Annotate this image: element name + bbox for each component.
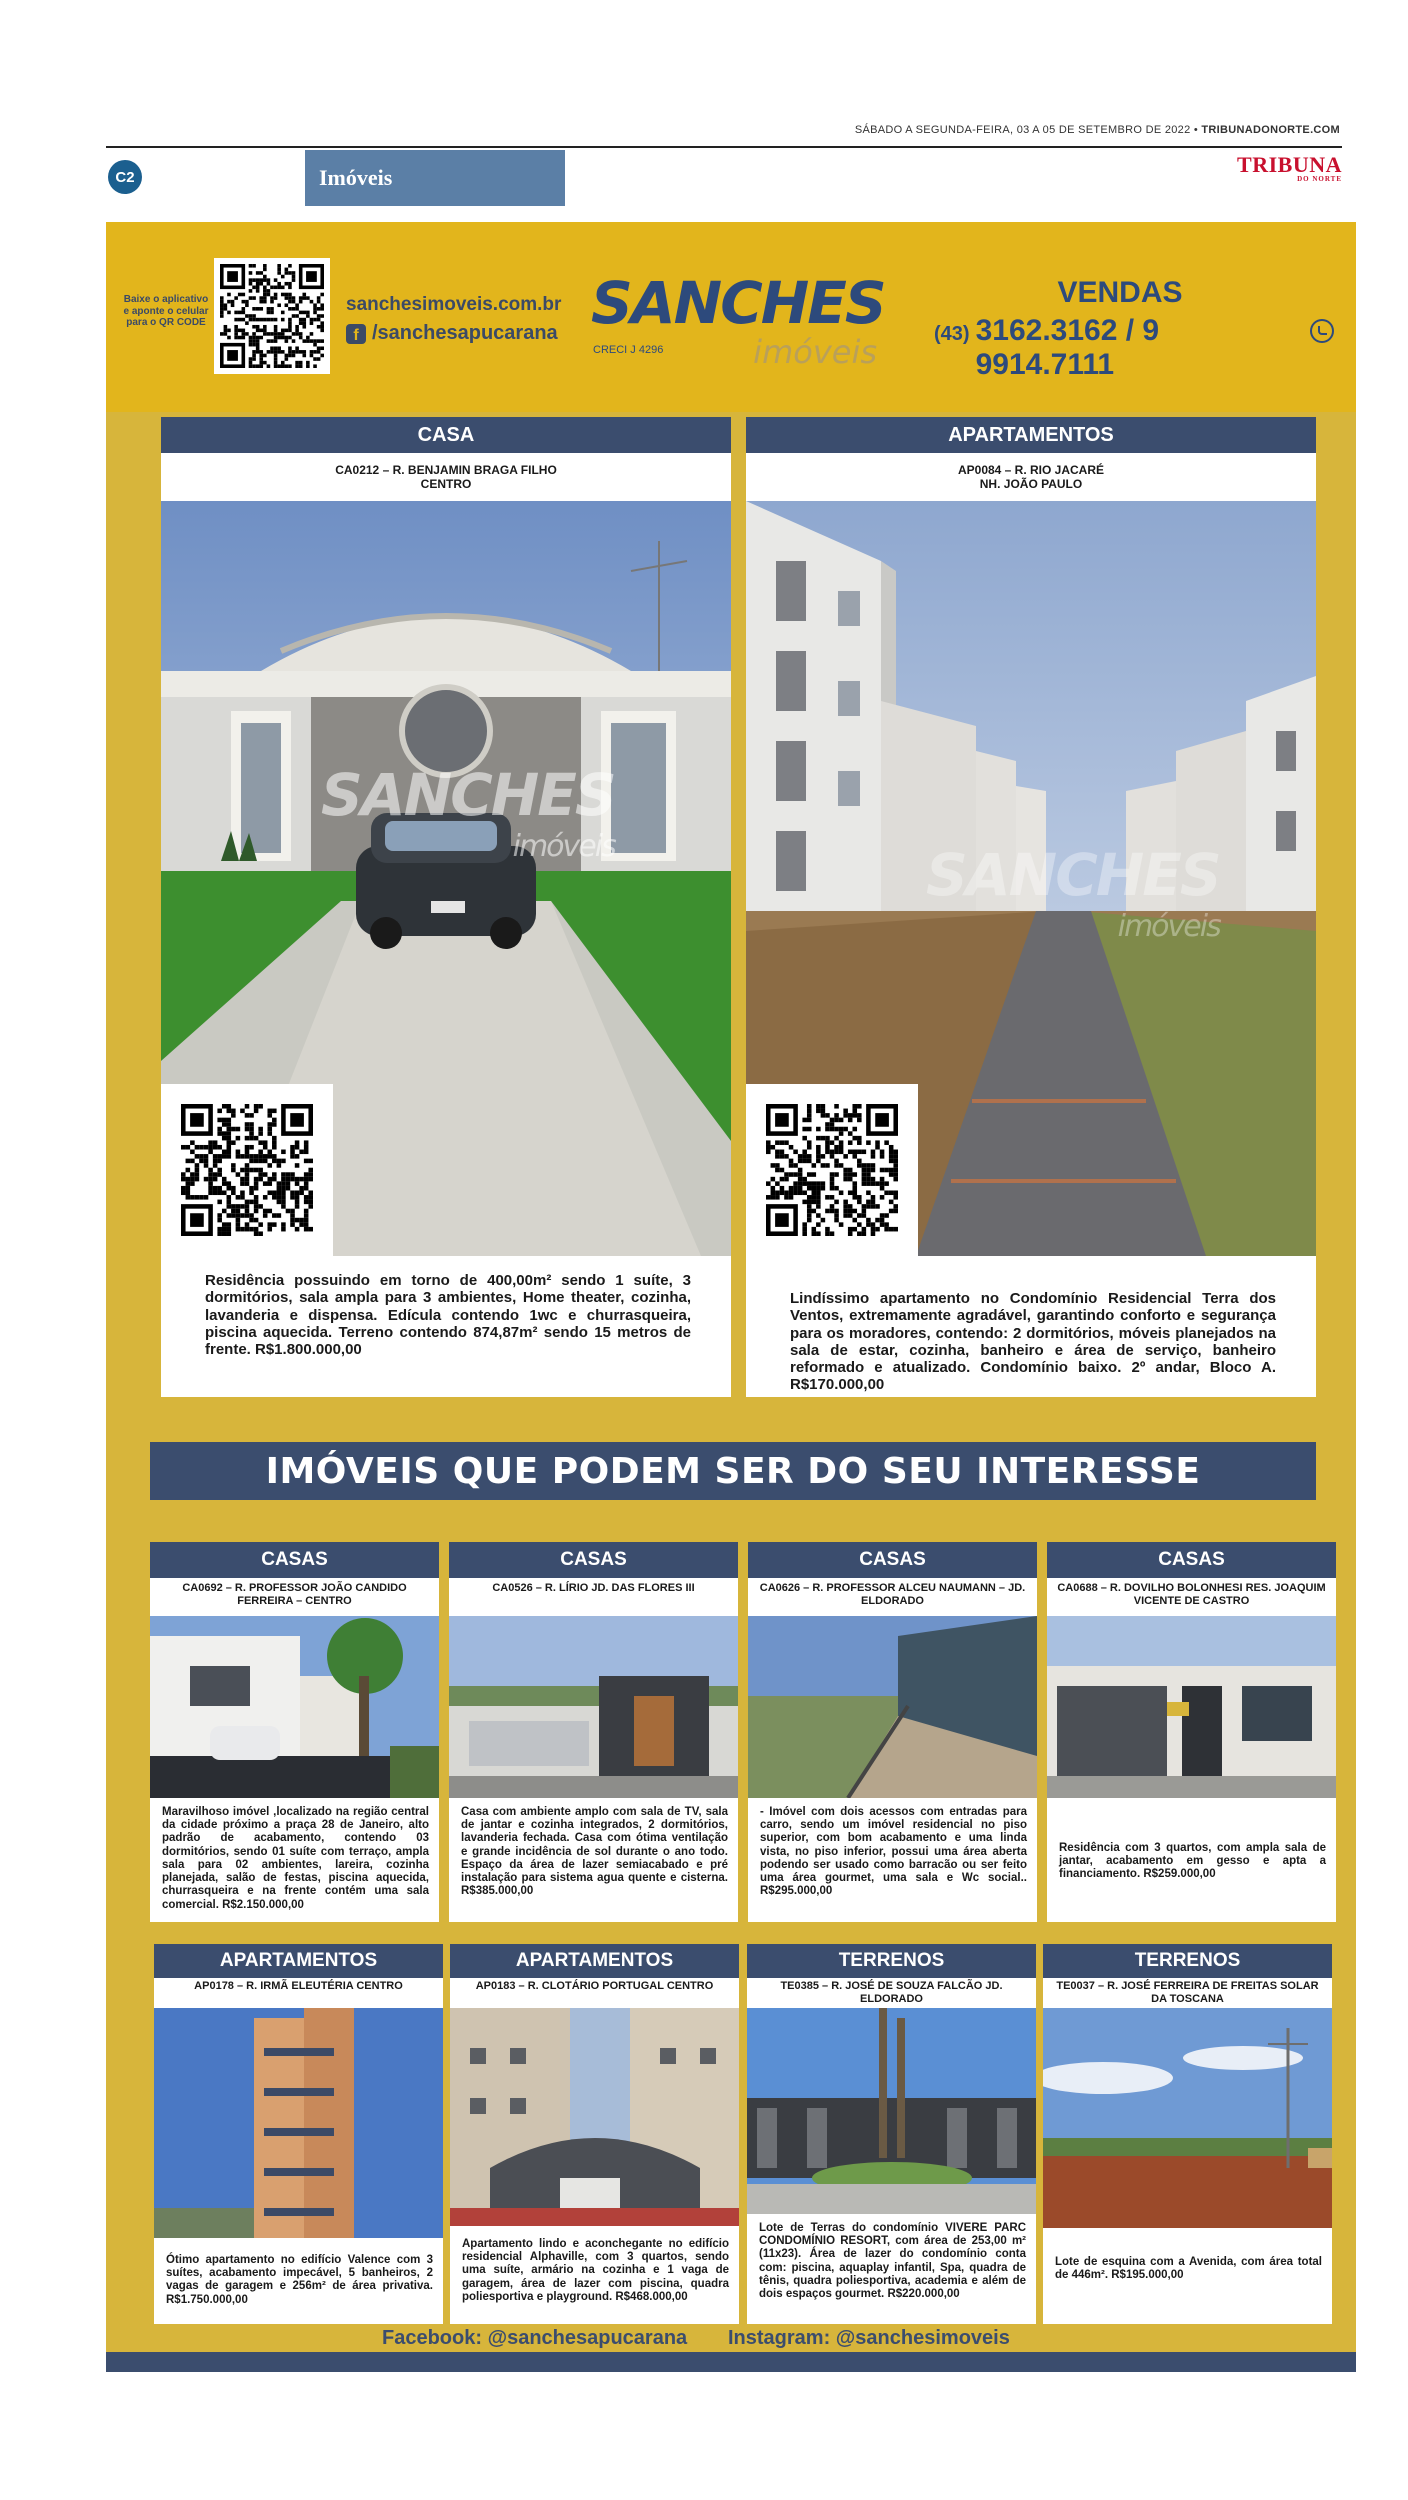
- qr-caption: Baixe o aplicativo e aponte o celular para o QR CODE: [123, 294, 209, 328]
- site-name[interactable]: TRIBUNADONORTE.COM: [1201, 124, 1340, 136]
- facebook-footer-link[interactable]: Facebook: @sanchesapucarana: [382, 2327, 688, 2349]
- listing-type-label: TERRENOS: [747, 1944, 1036, 1978]
- listing-photo-image: [748, 1616, 1037, 1798]
- listing-address: AP0183 – R. CLOTÁRIO PORTUGAL CENTRO: [475, 1980, 714, 1992]
- listing-description: Lote de esquina com a Avenida, com área total de 446m². R$195.000,00: [1055, 2256, 1322, 2282]
- logo-watermark: SANCHES imóveis: [926, 841, 1220, 944]
- sales-phones[interactable]: [934, 314, 1334, 382]
- whatsapp-icon: [1310, 319, 1334, 343]
- listing-description: Lote de Terras do condomínio VIVERE PARC CONDOMÍNIO RESORT, com área de 253,00 m² (11x23). Área de lazer do condomínio conta com: piscina, aquaplay infantil, Spa, quadra de tênis, quadra poliesportiva, academia e além de dois espaços gourmet. R$220.000,00: [759, 2222, 1026, 2301]
- listing-district: CENTRO: [420, 477, 472, 492]
- qr-code-icon: [181, 1104, 313, 1236]
- listing-photo[interactable]: [747, 2008, 1036, 2214]
- listing-description: Maravilhoso imóvel ,localizado na região central da cidade próximo a praça 28 de Janeiro, alto padrão de acabamento, contendo 03 dormitórios, sendo 01 suíte com terraço, ampla sala para 02 ambientes, lareira, cozinha planejada, salão de festas, piscina aquecida, churrasqueira e na frente contém uma sala comercial. R$2.150.000,00: [162, 1806, 429, 1911]
- website-link[interactable]: sanchesimoveis.com.br: [346, 294, 562, 315]
- phone-numbers: 3162.3162 / 9 9914.7111: [975, 314, 1160, 381]
- listing-photo[interactable]: [449, 1616, 738, 1798]
- listing-address: TE0385 – R. JOSÉ DE SOUZA FALCÃO JD. ELDORADO: [780, 1980, 1003, 2006]
- listing-code-address: CA0212 – R. BENJAMIN BRAGA FILHO: [335, 463, 557, 477]
- apartments-photo[interactable]: [746, 501, 1316, 1256]
- listing-type-label: APARTAMENTOS: [746, 417, 1316, 453]
- listing-address: [746, 453, 1316, 501]
- listing-photo-image: [154, 2008, 443, 2238]
- listing-description: Residência com 3 quartos, com ampla sala de jantar, acabamento em gesso e apta a financiamento. R$259.000,00: [1059, 1842, 1326, 1881]
- featured-listing-apartamentos[interactable]: [746, 417, 1316, 1397]
- listing-type-label: CASAS: [449, 1542, 738, 1578]
- logo-watermark: SANCHES imóveis: [321, 761, 615, 864]
- newspaper-logo-text: TRIBUNA: [1237, 152, 1342, 177]
- listing-photo[interactable]: [154, 2008, 443, 2238]
- listing-description: Casa com ambiente amplo com sala de TV, sala de jantar e cozinha integrados, 2 dormitórios, lavanderia fechada. Casa com ótima ventilação e grande incidência de sol durante o ano todo. Espaço da área de lazer semiacabado e pré instalação para sistema agua quente e cisterna. R$385.000,00: [461, 1806, 728, 1898]
- page-number-badge: C2: [108, 160, 142, 194]
- listing-description: Lindíssimo apartamento no Condomínio Residencial Terra dos Ventos, extremamente agradável, garantindo conforto e segurança para os moradores, contendo: 2 dormitórios, móveis planejados na sala de estar, cozinha, banheiro e área de serviço, banheiro reformado e atualizado. Condomínio baixo. 2º andar, Bloco A. R$170.000,00: [790, 1290, 1276, 1394]
- facebook-handle: /sanchesapucarana: [372, 322, 558, 344]
- listing-card[interactable]: [154, 1944, 443, 2324]
- listing-description: Residência possuindo em torno de 400,00m² sendo 1 suíte, 3 dormitórios, sala ampla para 3 ambientes, Home theater, cozinha, lavanderia e dispensa. Edícula contendo 1wc e churrasqueira, piscina aquecida. Terreno contendo 874,87m² sendo 15 metros de frente. R$1.800.000,00: [205, 1272, 691, 1358]
- listing-address: CA0688 – R. DOVILHO BOLONHESI RES. JOAQUIM VICENTE DE CASTRO: [1057, 1582, 1326, 1608]
- listing-photo-image: [449, 1616, 738, 1798]
- sanches-advertisement: [106, 222, 1356, 2372]
- listing-type-label: CASAS: [150, 1542, 439, 1578]
- listing-card[interactable]: [150, 1542, 439, 1922]
- listing-type-label: TERRENOS: [1043, 1944, 1332, 1978]
- listing-card[interactable]: [450, 1944, 739, 2324]
- listing-type-label: APARTAMENTOS: [450, 1944, 739, 1978]
- listing-photo-image: [1043, 2008, 1332, 2228]
- listing-type-label: CASAS: [748, 1542, 1037, 1578]
- listing-district: NH. JOÃO PAULO: [979, 477, 1083, 492]
- app-qr-code[interactable]: [214, 258, 330, 374]
- date-text: SÁBADO A SEGUNDA-FEIRA, 03 A 05 DE SETEMBRO DE 2022: [854, 124, 1191, 136]
- logo-sub-text: imóveis: [753, 333, 877, 371]
- listing-address: [161, 453, 731, 501]
- featured-listing-casa[interactable]: [161, 417, 731, 1397]
- facebook-icon: f: [346, 324, 366, 344]
- newspaper-logo-sub: DO NORTE: [1297, 175, 1342, 183]
- listing-card[interactable]: [1047, 1542, 1336, 1922]
- listing-photo-image: [1047, 1616, 1336, 1798]
- listing-address: TE0037 – R. JOSÉ FERREIRA DE FREITAS SOLAR DA TOSCANA: [1056, 1980, 1319, 2006]
- creci-number: CRECI J 4296: [593, 344, 664, 356]
- listing-type-label: APARTAMENTOS: [154, 1944, 443, 1978]
- listing-type-label: CASA: [161, 417, 731, 453]
- listing-card[interactable]: [449, 1542, 738, 1922]
- listing-address: CA0626 – R. PROFESSOR ALCEU NAUMANN – JD. ELDORADO: [759, 1582, 1026, 1608]
- listing-qr-code[interactable]: [746, 1084, 918, 1256]
- listing-photo[interactable]: [1047, 1616, 1336, 1798]
- ad-header: [106, 222, 1356, 412]
- qr-code-icon: [766, 1104, 898, 1236]
- interest-banner: IMÓVEIS QUE PODEM SER DO SEU INTERESSE: [150, 1442, 1316, 1500]
- listing-code-address: AP0084 – R. RIO JACARÉ: [957, 463, 1105, 477]
- house-photo[interactable]: [161, 501, 731, 1256]
- sanches-logo: [591, 269, 885, 374]
- listing-photo-image: [450, 2008, 739, 2226]
- listing-type-label: CASAS: [1047, 1542, 1336, 1578]
- listing-photo[interactable]: [1043, 2008, 1332, 2228]
- newspaper-logo: [1237, 154, 1342, 183]
- listing-address: AP0178 – R. IRMÃ ELEUTÉRIA CENTRO: [194, 1980, 403, 1992]
- listing-address: CA0692 – R. PROFESSOR JOÃO CANDIDO FERREIRA – CENTRO: [182, 1582, 407, 1608]
- listing-address: CA0526 – R. LÍRIO JD. DAS FLORES III: [492, 1582, 695, 1594]
- listing-photo-image: [747, 2008, 1036, 2214]
- listing-photo[interactable]: [450, 2008, 739, 2226]
- listing-photo-image: [150, 1616, 439, 1798]
- listing-description: Apartamento lindo e aconchegante no edifício residencial Alphaville, com 3 quartos, sendo uma suíte, armário na cozinha e 1 vaga de garagem, área de lazer com piscina, quadra poliesportiva e playground. R$468.000,00: [462, 2238, 729, 2303]
- phone-area-code: (43): [934, 323, 970, 345]
- logo-main-text: SANCHES: [591, 269, 885, 337]
- instagram-footer-link[interactable]: Instagram: @sanchesimoveis: [728, 2327, 1010, 2349]
- sales-label: VENDAS: [1057, 276, 1183, 309]
- listing-card[interactable]: [747, 1944, 1036, 2324]
- ad-bottom-bar: [106, 2352, 1356, 2372]
- listing-description: - Imóvel com dois acessos com entradas para carro, sendo um imóvel residencial no piso superior, com bom acabamento e uma linda vista, no piso inferior, possui uma área aberta podendo ser usado como barracão ou ser feito uma área gourmet, uma sala e Wc social.. R$295.000,00: [760, 1806, 1027, 1898]
- listing-description: Ótimo apartamento no edifício Valence com 3 suítes, acabamento impecável, 5 banheiros, 2 vagas de garagem e 256m² de área privativa. R$1.750.000,00: [166, 2254, 433, 2306]
- header-rule: [106, 146, 1342, 148]
- listing-card[interactable]: [1043, 1944, 1332, 2324]
- listing-photo[interactable]: [150, 1616, 439, 1798]
- listing-qr-code[interactable]: [161, 1084, 333, 1256]
- listing-card[interactable]: [748, 1542, 1037, 1922]
- qr-code-icon: [220, 264, 324, 368]
- listing-photo[interactable]: [748, 1616, 1037, 1798]
- dateline: SÁBADO A SEGUNDA-FEIRA, 03 A 05 DE SETEMBRO DE 2022 • TRIBUNADONORTE.COM: [854, 124, 1340, 136]
- facebook-link[interactable]: [346, 322, 558, 345]
- section-title: Imóveis: [305, 150, 565, 206]
